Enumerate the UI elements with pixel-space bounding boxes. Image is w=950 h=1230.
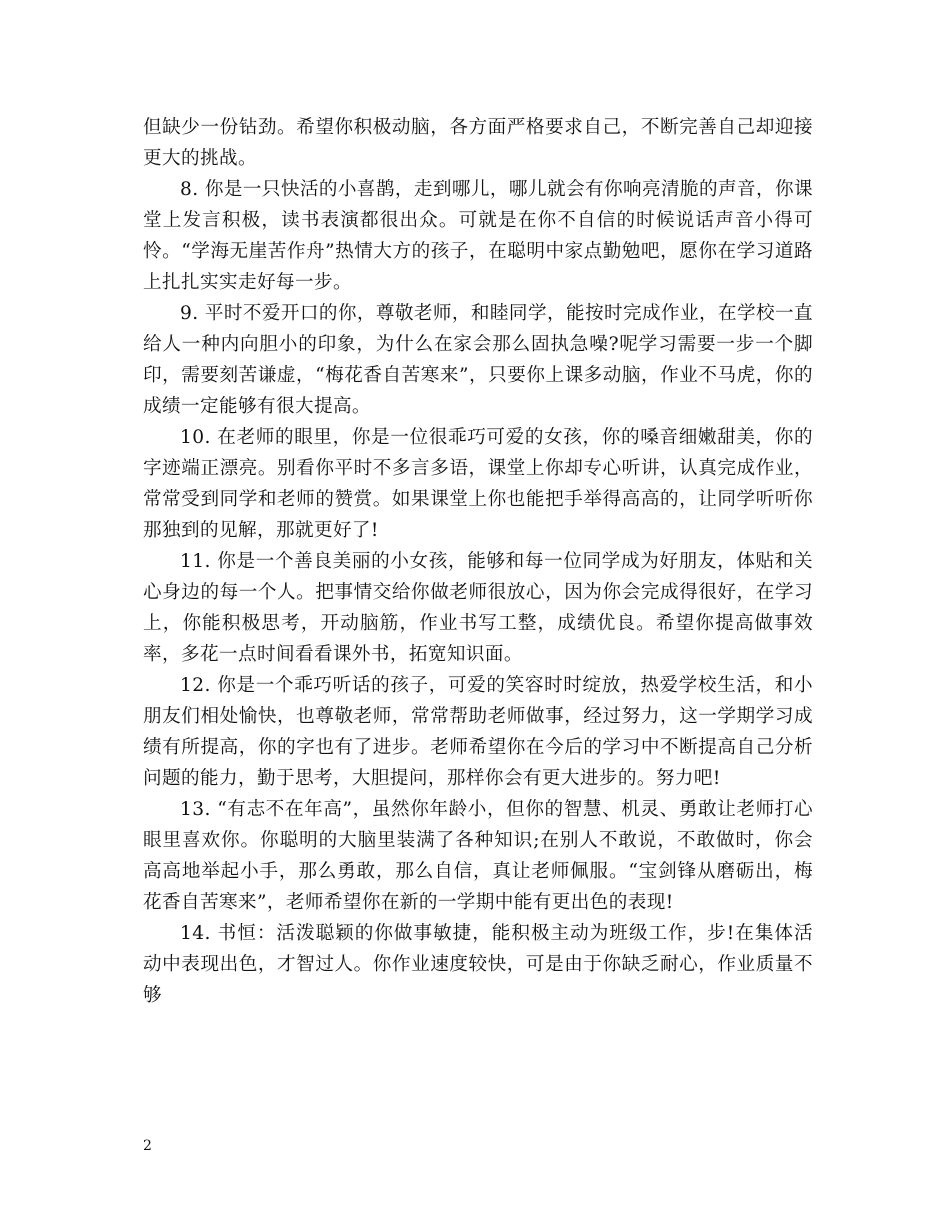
paragraph-item-10: 10. 在老师的眼里，你是一位很乖巧可爱的女孩，你的嗓音细嫩甜美，你的字迹端正漂亮。别看你平时不多言多语，课堂上你却专心听讲，认真完成作业，常常受到同学和老师的赞赏。如果课堂上你也能把手举得高高的，让同学听听你那独到的见解，那就更好了! (143, 427, 813, 541)
paragraph-item-9: 9. 平时不爱开口的你，尊敬老师，和睦同学，能按时完成作业，在学校一直给人一种内向胆小的印象，为什么在家会那么固执急噪?呢学习需要一步一个脚印，需要刻苦谦虚，“梅花香自苦寒来”，只要你上课多动脑，作业不马虎，你的成绩一定能够有很大提高。 (143, 303, 813, 417)
paragraph-item-14: 14. 书恒：活泼聪颖的你做事敏捷，能积极主动为班级工作，步!在集体活动中表现出色，才智过人。你作业速度较快，可是由于你缺乏耐心，作业质量不够 (143, 923, 813, 1006)
paragraph-item-11: 11. 你是一个善良美丽的小女孩，能够和每一位同学成为好朋友，体贴和关心身边的每一个人。把事情交给你做老师很放心，因为你会完成得很好，在学习上，你能积极思考，开动脑筋，作业书写工整，成绩优良。希望你提高做事效率，多花一点时间看看课外书，拓宽知识面。 (143, 551, 813, 665)
paragraph-item-12: 12. 你是一个乖巧听话的孩子，可爱的笑容时时绽放，热爱学校生活，和小朋友们相处愉快，也尊敬老师，常常帮助老师做事，经过努力，这一学期学习成绩有所提高，你的字也有了进步。老师希望你在今后的学习中不断提高自己分析问题的能力，勤于思考，大胆提问，那样你会有更大进步的。努力吧! (143, 675, 813, 789)
paragraph-continuation: 但缺少一份钻劲。希望你积极动脑，各方面严格要求自己，不断完善自己却迎接更大的挑战。 (143, 117, 813, 169)
paragraph-item-8: 8. 你是一只快活的小喜鹊，走到哪儿，哪儿就会有你响亮清脆的声音，你课堂上发言积极，读书表演都很出众。可就是在你不自信的时候说话声音小得可怜。“学海无崖苦作舟”热情大方的孩子，在聪明中家点勤勉吧，愿你在学习道路上扎扎实实走好每一步。 (143, 179, 813, 293)
page-number: 2 (143, 1138, 152, 1154)
document-body (143, 112, 813, 1011)
paragraph-item-13: 13. “有志不在年高”，虽然你年龄小，但你的智慧、机灵、勇敢让老师打心眼里喜欢你。你聪明的大脑里装满了各种知识;在别人不敢说，不敢做时，你会高高地举起小手，那么勇敢，那么自信，真让老师佩服。“宝剑锋从磨砺出，梅花香自苦寒来”，老师希望你在新的一学期中能有更出色的表现! (143, 799, 813, 913)
